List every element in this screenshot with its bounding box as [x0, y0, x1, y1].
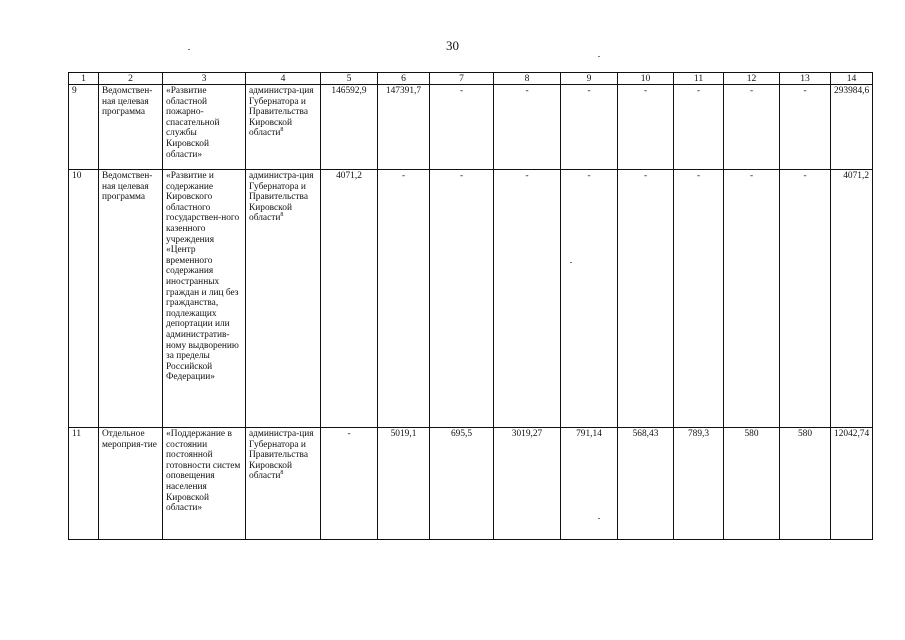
value-cell: 3019,27: [494, 428, 561, 540]
header-row: [69, 73, 873, 85]
col-header: 6: [378, 73, 430, 85]
value-cell: -: [674, 85, 724, 170]
measure-name: «Развитие и содержание Кировского областного государствен-ного казенного учреждения «Центр временного содержания иностранных граждан и лиц без гражданства, подлежащих депортации или административ-ному выдворению за пределы Российской Федерации»: [163, 170, 246, 428]
value-cell: 789,3: [674, 428, 724, 540]
executor-cell: [246, 428, 321, 540]
value-cell: 791,14: [561, 428, 618, 540]
footnote-mark: 8: [280, 212, 284, 219]
row-number: 11: [69, 428, 99, 540]
value-cell: 4071,2: [321, 170, 378, 428]
table-row: [69, 428, 873, 540]
executor-text: администра-ция Губернатора и Правительства Кировской области: [249, 86, 314, 139]
value-cell: -: [724, 170, 780, 428]
value-cell: -: [674, 170, 724, 428]
value-cell: -: [618, 85, 674, 170]
value-cell: 146592,9: [321, 85, 378, 170]
value-cell: -: [430, 85, 494, 170]
value-cell: 695,5: [430, 428, 494, 540]
value-cell: -: [561, 170, 618, 428]
footnote-mark: 8: [280, 127, 284, 134]
measure-name: «Поддержание в состоянии постоянной готовности систем оповещения населения Кировской области»: [163, 428, 246, 540]
value-cell: -: [378, 170, 430, 428]
measure-type: Ведомствен-ная целевая программа: [99, 85, 163, 170]
value-cell: 5019,1: [378, 428, 430, 540]
executor-cell: [246, 170, 321, 428]
table-row: [69, 85, 873, 170]
value-cell: 147391,7: [378, 85, 430, 170]
row-number: 10: [69, 170, 99, 428]
measure-type: Ведомствен-ная целевая программа: [99, 170, 163, 428]
col-header: 2: [99, 73, 163, 85]
value-cell: -: [618, 170, 674, 428]
value-cell: 568,43: [618, 428, 674, 540]
scan-speck: [188, 49, 190, 50]
col-header: 10: [618, 73, 674, 85]
footnote-mark: 8: [280, 470, 284, 477]
value-cell: 580: [724, 428, 780, 540]
col-header: 3: [163, 73, 246, 85]
executor-text: администра-ция Губернатора и Правительства Кировской области: [249, 429, 314, 482]
col-header: 5: [321, 73, 378, 85]
value-cell: -: [494, 85, 561, 170]
executor-cell: [246, 85, 321, 170]
measure-name: «Развитие областной пожарно-спасательной службы Кировской области»: [163, 85, 246, 170]
col-header: 14: [831, 73, 873, 85]
value-cell: -: [561, 85, 618, 170]
value-cell: -: [321, 428, 378, 540]
total-cell: 12042,74: [831, 428, 873, 540]
scan-speck: [598, 56, 600, 57]
col-header: 1: [69, 73, 99, 85]
col-header: 7: [430, 73, 494, 85]
col-header: 11: [674, 73, 724, 85]
value-cell: -: [780, 170, 831, 428]
executor-text: администра-ция Губернатора и Правительства Кировской области: [249, 171, 314, 224]
row-number: 9: [69, 85, 99, 170]
col-header: 12: [724, 73, 780, 85]
value-cell: 580: [780, 428, 831, 540]
value-cell: -: [724, 85, 780, 170]
total-cell: 4071,2: [831, 170, 873, 428]
col-header: 13: [780, 73, 831, 85]
budget-table: [68, 72, 873, 540]
total-cell: 293984,6: [831, 85, 873, 170]
value-cell: -: [430, 170, 494, 428]
table-row: [69, 170, 873, 428]
col-header: 4: [246, 73, 321, 85]
measure-type: Отдельное мероприя-тие: [99, 428, 163, 540]
page-number: 30: [446, 38, 459, 53]
value-cell: -: [780, 85, 831, 170]
col-header: 8: [494, 73, 561, 85]
value-cell: -: [494, 170, 561, 428]
col-header: 9: [561, 73, 618, 85]
